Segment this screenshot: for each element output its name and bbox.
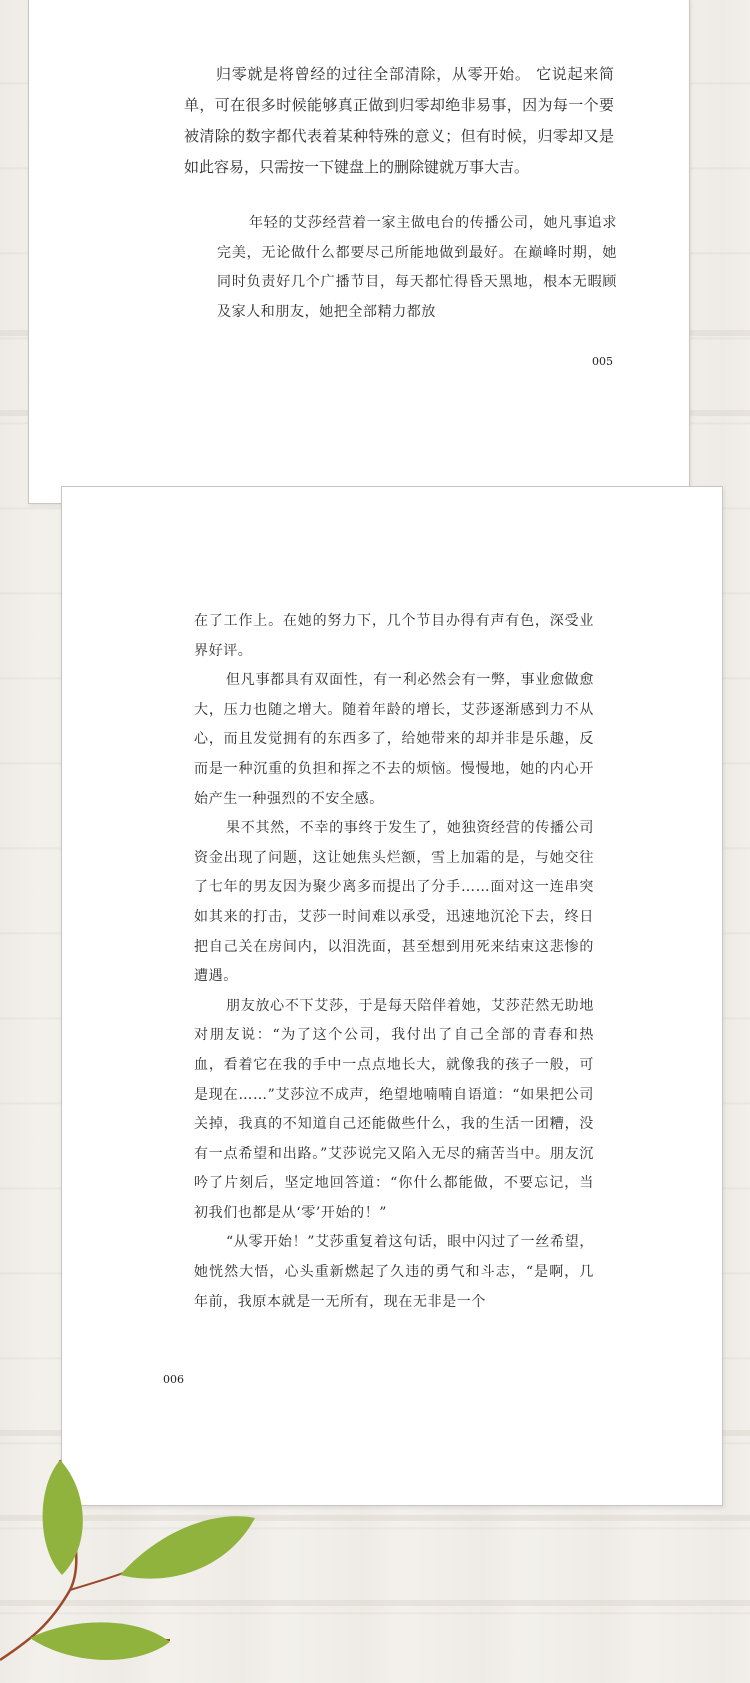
paragraph: 果不其然，不幸的事终于发生了，她独资经营的传播公司资金出现了问题，这让她焦头烂额，雪上加霜的是，与她交往了七年的男友因为聚少离多而提出了分手……面对这一连串突如其来的打击，艾莎一时间难以承受，迅速地沉沦下去，终日把自己关在房间内，以泪洗面，甚至想到用死来结束这悲惨的遭遇。 xyxy=(194,820,594,985)
eucalyptus-leaf-icon xyxy=(0,1400,300,1683)
paragraph: 朋友放心不下艾莎，于是每天陪伴着她，艾莎茫然无助地对朋友说：“为了这个公司，我付出了自己全部的青春和热血，看着它在我的手中一点点地长大，就像我的孩子一般，可是现在……”艾莎泣不成声，绝望地喃喃自语道：“如果把公司关掉，我真的不知道自己还能做些什么，我的生活一团糟，没有一点希望和出路。”艾莎说完又陷入无尽的痛苦当中。朋友沉吟了片刻后，坚定地回答道：“你什么都能做，不要忘记，当初我们也都是从‘零’开始的！” xyxy=(194,997,594,1221)
paragraph: 年轻的艾莎经营着一家主做电台的传播公司，她凡事追求完美，无论做什么都要尽己所能地做到最好。在巅峰时期，她同时负责好几个广播节目，每天都忙得昏天黑地，根本无暇顾及家人和朋友，她把全部精力都放 xyxy=(217,215,617,320)
page-number: 005 xyxy=(592,355,613,368)
paragraph: “从零开始！”艾莎重复着这句话，眼中闪过了一丝希望，她恍然大悟，心头重新燃起了久违的勇气和斗志，“是啊，几年前，我原本就是一无所有，现在无非是一个 xyxy=(194,1234,594,1310)
paragraph: 但凡事都具有双面性，有一利必然会有一弊，事业愈做愈大，压力也随之增大。随着年龄的增长，艾莎逐渐感到力不从心，而且发觉拥有的东西多了，给她带来的却并非是乐趣，反而是一种沉重的负担和挥之不去的烦恼。慢慢地，她的内心开始产生一种强烈的不安全感。 xyxy=(194,672,594,807)
page-006-body xyxy=(194,607,594,1317)
intro-text: 归零就是将曾经的过往全部清除，从零开始。 它说起来简单，可在很多时候能够真正做到归零却绝非易事，因为每一个要被清除的数字都代表着某种特殊的意义；但有时候，归零却又是如此容易，只需按一下键盘上的删除键就万事大吉。 xyxy=(184,65,614,176)
page-number: 006 xyxy=(163,1373,184,1386)
page-005-body xyxy=(217,209,617,327)
paragraph-continuation: 在了工作上。在她的努力下，几个节目办得有声有色，深受业界好评。 xyxy=(194,613,594,659)
book-page-005 xyxy=(28,0,690,504)
